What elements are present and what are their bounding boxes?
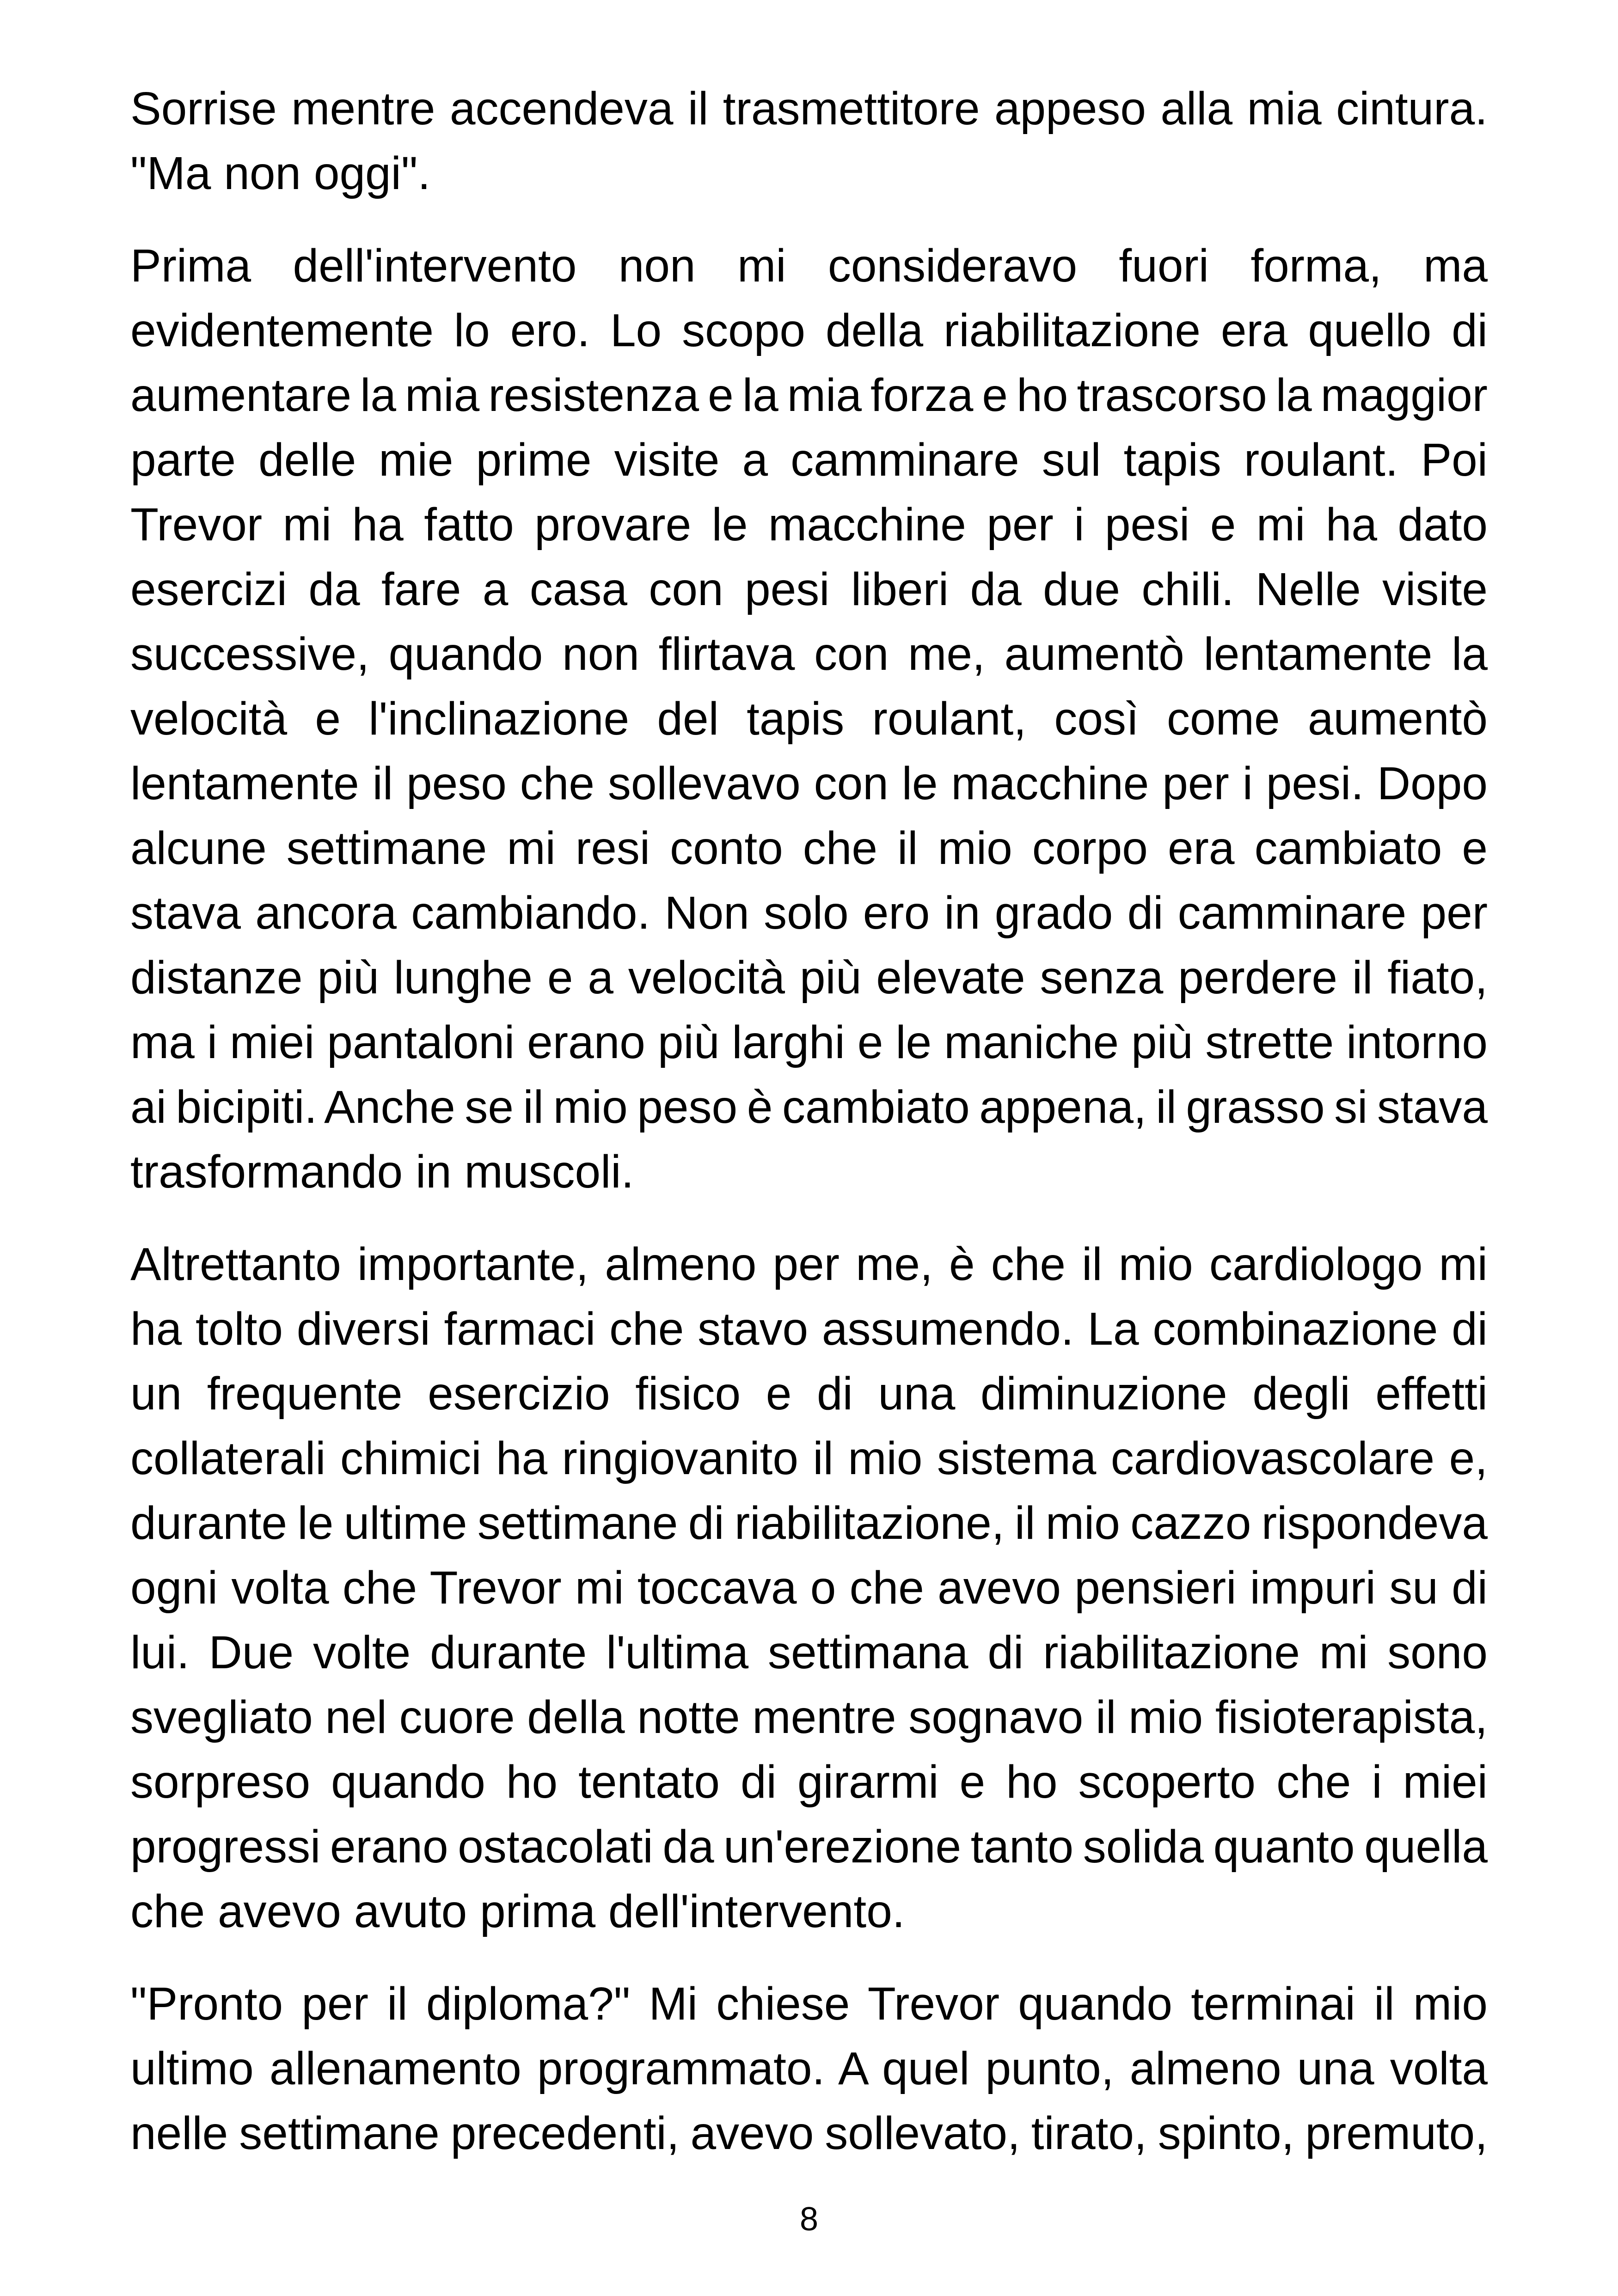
paragraph — [130, 1232, 1488, 1944]
text-line: ai bicipiti. Anche se il mio peso è cambiato appena, il grasso si stava — [130, 1081, 1488, 1133]
paragraph — [130, 76, 1488, 206]
text-line: "Ma non oggi". — [130, 147, 431, 199]
text-line: velocità e l'inclinazione del tapis roulant, così come aumentò — [130, 693, 1488, 745]
text-line: ha tolto diversi farmaci che stavo assumendo. La combinazione di — [130, 1303, 1488, 1355]
text-line: alcune settimane mi resi conto che il mio corpo era cambiato e — [130, 822, 1488, 874]
page-number: 8 — [799, 2201, 819, 2238]
text-line: durante le ultime settimane di riabilitazione, il mio cazzo rispondeva — [130, 1497, 1488, 1549]
text-line: evidentemente lo ero. Lo scopo della riabilitazione era quello di — [130, 305, 1488, 356]
text-line: Sorrise mentre accendeva il trasmettitore appeso alla mia cintura. — [130, 83, 1488, 135]
text-line: Prima dell'intervento non mi consideravo fuori forma, ma — [130, 240, 1488, 292]
text-line: progressi erano ostacolati da un'erezione tanto solida quanto quella — [130, 1821, 1488, 1873]
text-line: trasformando in muscoli. — [130, 1146, 634, 1198]
text-line: distanze più lunghe e a velocità più elevate senza perdere il fiato, — [130, 952, 1488, 1004]
paragraph — [130, 1971, 1488, 2166]
text-line: collaterali chimici ha ringiovanito il mio sistema cardiovascolare e, — [130, 1433, 1488, 1484]
body-text — [130, 76, 1488, 2166]
text-line: un frequente esercizio fisico e di una diminuzione degli effetti — [130, 1368, 1488, 1420]
text-line: successive, quando non flirtava con me, aumentò lentamente la — [130, 628, 1488, 680]
text-line: esercizi da fare a casa con pesi liberi da due chili. Nelle visite — [130, 563, 1488, 615]
text-line: ultimo allenamento programmato. A quel punto, almeno una volta — [130, 2043, 1488, 2094]
text-line: lentamente il peso che sollevavo con le macchine per i pesi. Dopo — [130, 758, 1488, 809]
paragraph — [130, 233, 1488, 1204]
text-line: che avevo avuto prima dell'intervento. — [130, 1886, 905, 1937]
text-line: lui. Due volte durante l'ultima settimana di riabilitazione mi sono — [130, 1627, 1488, 1678]
text-line: ogni volta che Trevor mi toccava o che avevo pensieri impuri su di — [130, 1562, 1488, 1614]
text-line: "Pronto per il diploma?" Mi chiese Trevor quando terminai il mio — [130, 1978, 1488, 2030]
text-line: stava ancora cambiando. Non solo ero in grado di camminare per — [130, 887, 1488, 939]
text-line: ma i miei pantaloni erano più larghi e le maniche più strette intorno — [130, 1016, 1488, 1068]
text-line: svegliato nel cuore della notte mentre sognavo il mio fisioterapista, — [130, 1691, 1488, 1743]
text-line: aumentare la mia resistenza e la mia forza e ho trascorso la maggior — [130, 369, 1488, 421]
text-line: Trevor mi ha fatto provare le macchine per i pesi e mi ha dato — [130, 499, 1488, 551]
text-line: nelle settimane precedenti, avevo sollevato, tirato, spinto, premuto, — [130, 2107, 1488, 2159]
text-line: sorpreso quando ho tentato di girarmi e ho scoperto che i miei — [130, 1756, 1488, 1808]
text-line: parte delle mie prime visite a camminare sul tapis roulant. Poi — [130, 434, 1488, 486]
text-line: Altrettanto importante, almeno per me, è che il mio cardiologo mi — [130, 1238, 1488, 1290]
